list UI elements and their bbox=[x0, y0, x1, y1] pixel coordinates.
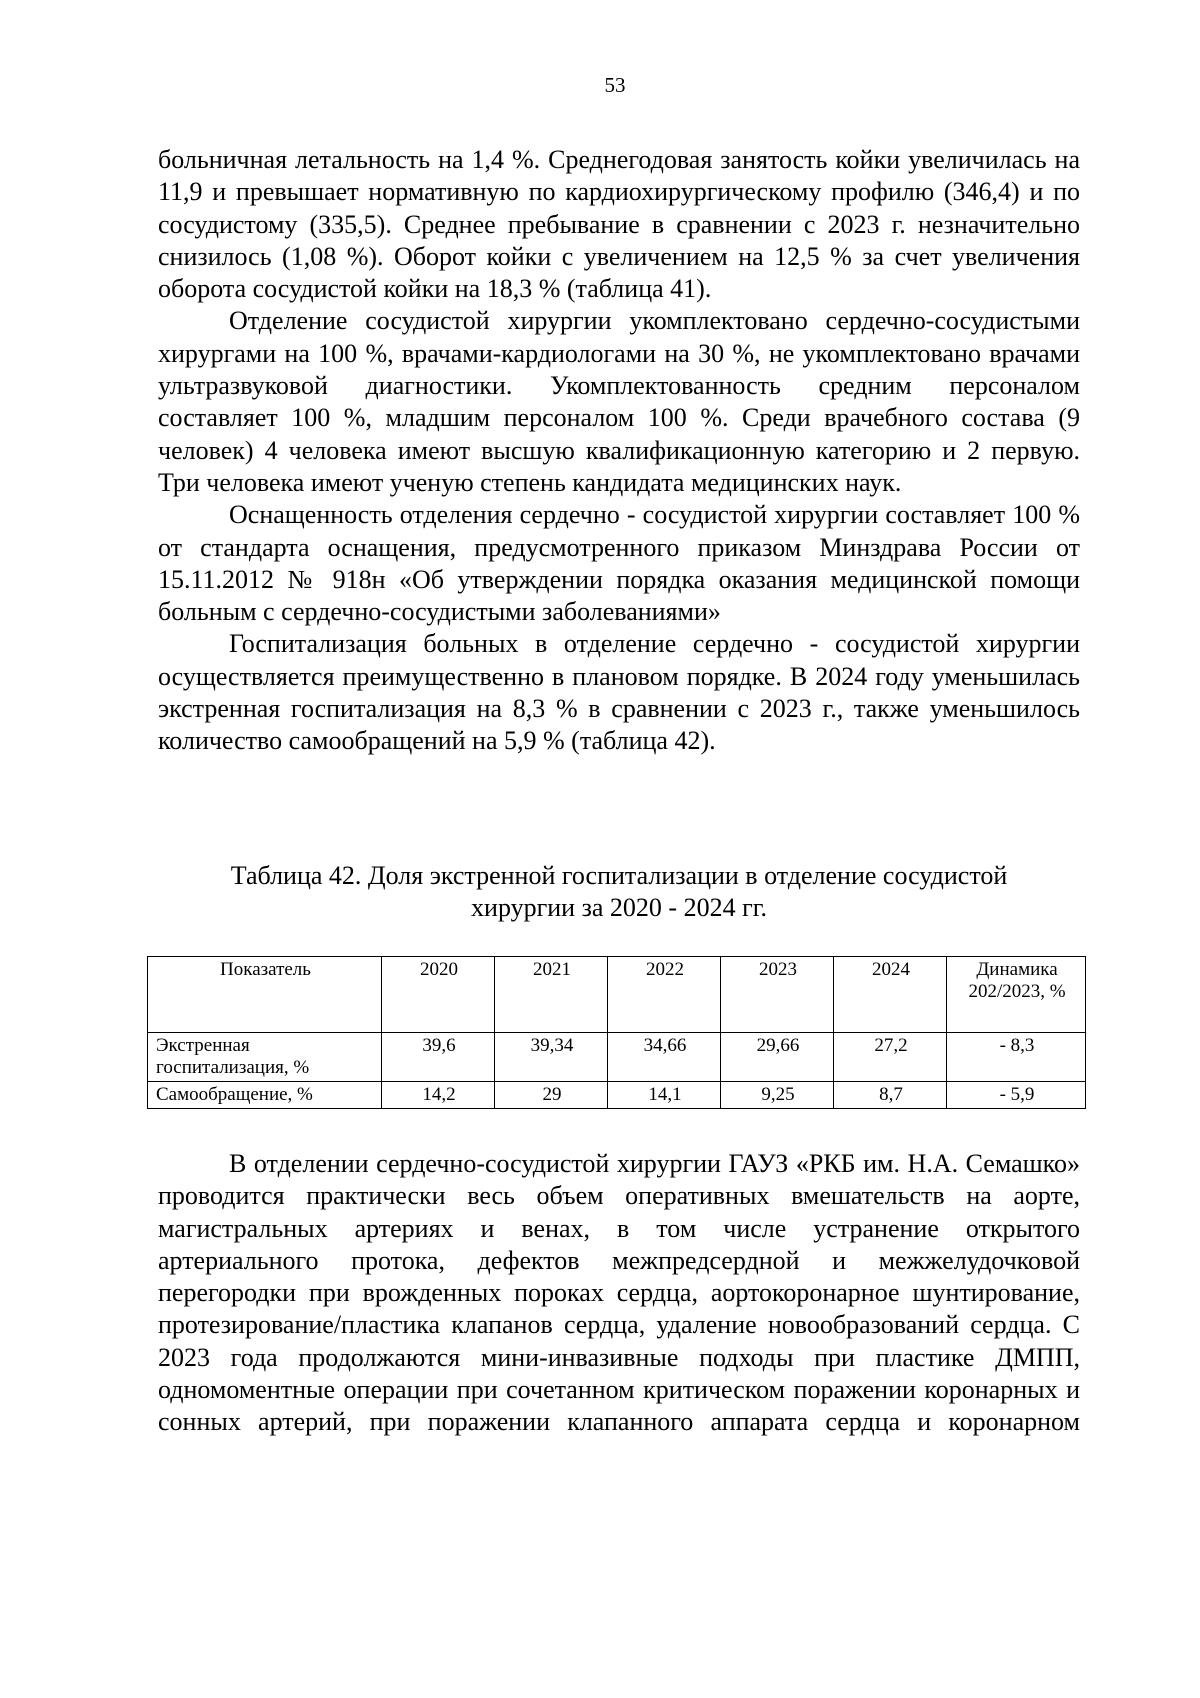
table-cell: 39,34 bbox=[495, 1033, 608, 1082]
table-header-cell: 2022 bbox=[608, 957, 721, 1033]
table-cell: 29,66 bbox=[721, 1033, 834, 1082]
paragraph: Госпитализация больных в отделение сердечно - сосудистой хирургии осуществляется преимущественно в плановом порядке. В 2024 году уменьшилась экстренная госпитализация на 8,3 % в сравнении с 2023 г., также уменьшилось количество самообращений на 5,9 % (таблица 42). bbox=[158, 629, 1080, 756]
table-cell: 14,1 bbox=[608, 1082, 721, 1109]
table-cell: 29 bbox=[495, 1082, 608, 1109]
table-header-row bbox=[148, 957, 1086, 1033]
paragraph: больничная летальность на 1,4 %. Среднегодовая занятость койки увеличилась на 11,9 и превышает нормативную по кардиохирургическому профилю (346,4) и по сосудистому (335,5). Среднее пребывание в сравнении с 2023 г. незначительно снизилось (1,08 %). Оборот койки с увеличением на 12,5 % за счет увеличения оборота сосудистой койки на 18,3 % (таблица 41). bbox=[158, 145, 1080, 304]
table-header-cell: 2021 bbox=[495, 957, 608, 1033]
table-header-cell: 2023 bbox=[721, 957, 834, 1033]
table-cell: 8,7 bbox=[834, 1082, 947, 1109]
table-row bbox=[148, 1033, 1086, 1082]
data-table bbox=[147, 956, 1086, 1109]
table-cell: 9,25 bbox=[721, 1082, 834, 1109]
table-cell: Экстренная госпитализация, % bbox=[148, 1033, 382, 1082]
table-cell: 39,6 bbox=[382, 1033, 495, 1082]
paragraph: Оснащенность отделения сердечно - сосудистой хирургии составляет 100 % от стандарта оснащения, предусмотренного приказом Минздрава России от 15.11.2012 № 918н «Об утверждении порядка оказания медицинской помощи больным с сердечно-сосудистыми заболеваниями» bbox=[158, 500, 1080, 627]
table-header-cell: Динамика 202/2023, % bbox=[947, 957, 1086, 1033]
table-caption-line: Таблица 42. Доля экстренной госпитализации в отделение сосудистой bbox=[230, 861, 1008, 890]
body-text-bottom bbox=[158, 1148, 1080, 1439]
table-cell: - 5,9 bbox=[947, 1082, 1086, 1109]
table-header-cell: 2020 bbox=[382, 957, 495, 1033]
table-header-cell: Показатель bbox=[148, 957, 382, 1033]
paragraph: В отделении сердечно-сосудистой хирургии ГАУЗ «РКБ им. Н.А. Семашко» проводится практически весь объем оперативных вмешательств на аорте, магистральных артериях и венах, в том числе устранение открытого артериального протока, дефектов межпредсердной и межжелудочковой перегородки при врожденных пороках сердца, аортокоронарное шунтирование, протезирование/пластика клапанов сердца, удаление новообразований сердца. С 2023 года продолжаются мини-инвазивные подходы при пластике ДМПП, одномоментные операции при сочетанном критическом поражении коронарных и сонных артерий, при поражении клапанного аппарата сердца и коронарном bbox=[158, 1149, 1080, 1437]
body-text-top bbox=[158, 144, 1080, 758]
page-number: 53 bbox=[604, 73, 626, 97]
table-cell: - 8,3 bbox=[947, 1033, 1086, 1082]
paragraph: Отделение сосудистой хирургии укомплектовано сердечно-сосудистыми хирургами на 100 %, врачами-кардиологами на 30 %, не укомплектовано врачами ультразвуковой диагностики. Укомплектованность средним персоналом составляет 100 %, младшим персоналом 100 %. Среди врачебного состава (9 человек) 4 человека имеют высшую квалификационную категорию и 2 первую. Три человека имеют ученую степень кандидата медицинских наук. bbox=[158, 306, 1080, 497]
table-caption bbox=[158, 860, 1080, 924]
table-cell: Самообращение, % bbox=[148, 1082, 382, 1109]
table-caption-line: хирургии за 2020 - 2024 гг. bbox=[471, 893, 767, 922]
table-cell: 14,2 bbox=[382, 1082, 495, 1109]
table-header-cell: 2024 bbox=[834, 957, 947, 1033]
table-row bbox=[148, 1082, 1086, 1109]
table-cell: 27,2 bbox=[834, 1033, 947, 1082]
table-cell: 34,66 bbox=[608, 1033, 721, 1082]
